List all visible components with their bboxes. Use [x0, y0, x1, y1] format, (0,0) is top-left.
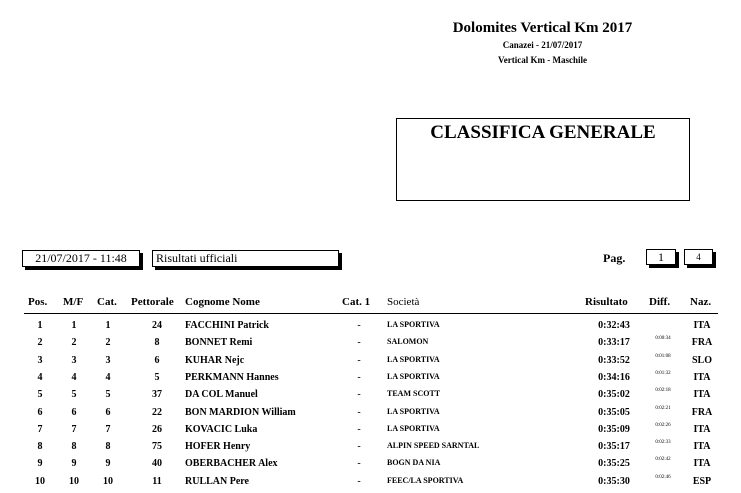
- row-position: 5: [37, 389, 43, 401]
- row-position: 9: [37, 458, 43, 470]
- row-bib: 8: [154, 337, 160, 349]
- row-bib: 75: [152, 441, 162, 453]
- row-cat1: -: [357, 389, 361, 401]
- row-mf-rank: 5: [71, 389, 77, 401]
- datetime-box: 21/07/2017 - 11:48: [22, 250, 140, 267]
- row-nation: ITA: [693, 441, 711, 453]
- col-bib: Pettorale: [131, 296, 174, 308]
- row-result: 0:33:52: [598, 354, 630, 366]
- col-mf: M/F: [63, 296, 84, 308]
- page-total: 4: [684, 249, 713, 265]
- col-pos: Pos.: [28, 296, 48, 308]
- row-position: 2: [37, 337, 43, 349]
- row-cat1: -: [357, 371, 361, 383]
- row-mf-rank: 4: [71, 371, 77, 383]
- row-bib: 24: [152, 320, 162, 331]
- row-club: BOGN DA NIA: [387, 458, 441, 468]
- row-category-rank: 1: [105, 320, 111, 331]
- row-mf-rank: 9: [71, 458, 77, 470]
- row-club: LA SPORTIVA: [387, 406, 440, 416]
- row-club: ALPIN SPEED SARNTAL: [387, 441, 480, 451]
- row-mf-rank: 10: [69, 475, 79, 487]
- row-mf-rank: 7: [71, 423, 77, 435]
- row-mf-rank: 6: [71, 406, 77, 418]
- row-cat1: -: [357, 354, 361, 366]
- col-name: Cognome Nome: [185, 296, 260, 308]
- row-bib: 40: [152, 458, 162, 470]
- row-athlete-name: PERKMANN Hannes: [185, 371, 279, 383]
- row-cat1: -: [357, 337, 361, 349]
- table-row: [0, 424, 741, 441]
- row-diff: 0:02:26: [655, 422, 671, 428]
- row-nation: ITA: [693, 423, 711, 435]
- row-diff: 0:02:33: [655, 440, 671, 446]
- row-result: 0:35:09: [598, 423, 630, 435]
- row-position: 3: [37, 354, 43, 366]
- row-diff: 0:02:18: [655, 388, 671, 394]
- table-row: [0, 372, 741, 389]
- row-club: SALOMON: [387, 337, 429, 347]
- page-label: Pag.: [603, 251, 626, 265]
- row-result: 0:34:16: [598, 371, 630, 383]
- row-cat1: -: [357, 406, 361, 418]
- event-title: Dolomites Vertical Km 2017: [452, 20, 633, 36]
- row-mf-rank: 1: [71, 320, 77, 331]
- row-athlete-name: HOFER Henry: [185, 441, 251, 453]
- row-nation: ITA: [693, 389, 711, 401]
- col-diff: Diff.: [649, 296, 671, 308]
- table-row: [0, 337, 741, 354]
- event-place-date: Canazei - 21/07/2017: [502, 40, 583, 50]
- row-diff: 0:02:21: [655, 405, 671, 411]
- row-category-rank: 4: [105, 371, 111, 383]
- row-result: 0:32:43: [598, 320, 630, 331]
- col-club: Società: [387, 296, 420, 308]
- row-club: LA SPORTIVA: [387, 371, 440, 381]
- row-athlete-name: BONNET Remi: [185, 337, 253, 349]
- row-result: 0:35:05: [598, 406, 630, 418]
- table-row: [0, 389, 741, 406]
- status-box: Risultati ufficiali: [152, 250, 339, 267]
- row-nation: ITA: [693, 320, 711, 331]
- row-category-rank: 3: [105, 354, 111, 366]
- row-athlete-name: RULLAN Pere: [185, 475, 249, 487]
- row-athlete-name: DA COL Manuel: [185, 389, 258, 401]
- row-athlete-name: FACCHINI Patrick: [185, 320, 269, 331]
- row-bib: 5: [154, 371, 160, 383]
- row-athlete-name: KOVACIC Luka: [185, 423, 258, 435]
- row-category-rank: 7: [105, 423, 111, 435]
- row-nation: FRA: [691, 337, 713, 349]
- row-bib: 11: [152, 475, 162, 487]
- row-club: LA SPORTIVA: [387, 320, 440, 329]
- table-row: [0, 407, 741, 424]
- row-nation: FRA: [691, 406, 713, 418]
- row-nation: SLO: [691, 354, 712, 366]
- row-cat1: -: [357, 441, 361, 453]
- race-category: Vertical Km - Maschile: [498, 55, 587, 65]
- page-number: 1: [646, 249, 676, 265]
- row-position: 8: [37, 441, 43, 453]
- row-result: 0:35:02: [598, 389, 630, 401]
- row-nation: ITA: [693, 458, 711, 470]
- row-diff: 0:00:34: [655, 336, 671, 342]
- row-athlete-name: OBERBACHER Alex: [185, 458, 278, 470]
- classification-title: CLASSIFICA GENERALE: [430, 122, 656, 143]
- row-club: LA SPORTIVA: [387, 423, 440, 433]
- row-category-rank: 2: [105, 337, 111, 349]
- row-result: 0:35:30: [598, 475, 630, 487]
- col-result: Risultato: [585, 296, 628, 308]
- row-cat1: -: [357, 475, 361, 487]
- row-position: 7: [37, 423, 43, 435]
- row-nation: ITA: [693, 371, 711, 383]
- row-cat1: -: [357, 320, 361, 331]
- row-category-rank: 5: [105, 389, 111, 401]
- row-cat1: -: [357, 423, 361, 435]
- row-mf-rank: 2: [71, 337, 77, 349]
- row-nation: ESP: [692, 475, 712, 487]
- row-mf-rank: 3: [71, 354, 77, 366]
- row-bib: 26: [152, 423, 162, 435]
- col-nation: Naz.: [690, 296, 712, 308]
- row-position: 6: [37, 406, 43, 418]
- table-row: [0, 476, 741, 493]
- row-result: 0:35:17: [598, 441, 630, 453]
- row-category-rank: 6: [105, 406, 111, 418]
- row-position: 4: [37, 371, 43, 383]
- row-position: 10: [35, 475, 45, 487]
- table-row: [0, 355, 741, 372]
- row-athlete-name: BON MARDION William: [185, 406, 296, 418]
- row-bib: 37: [152, 389, 162, 401]
- row-diff: 0:02:42: [655, 457, 671, 463]
- row-club: FEEC/LA SPORTIVA: [387, 475, 464, 485]
- row-club: LA SPORTIVA: [387, 354, 440, 364]
- row-athlete-name: KUHAR Nejc: [185, 354, 245, 366]
- row-category-rank: 9: [105, 458, 111, 470]
- row-diff: 0:02:46: [655, 474, 671, 480]
- row-category-rank: 10: [103, 475, 113, 487]
- row-bib: 22: [152, 406, 162, 418]
- row-diff: 0:01:32: [655, 370, 671, 376]
- table-row: [0, 441, 741, 458]
- classification-box: [396, 118, 690, 201]
- col-cat1: Cat. 1: [342, 296, 371, 308]
- row-result: 0:33:17: [598, 337, 630, 349]
- header-divider: [24, 313, 718, 314]
- row-mf-rank: 8: [71, 441, 77, 453]
- row-category-rank: 8: [105, 441, 111, 453]
- row-cat1: -: [357, 458, 361, 470]
- table-row: [0, 320, 741, 337]
- row-club: TEAM SCOTT: [387, 389, 441, 399]
- row-result: 0:35:25: [598, 458, 630, 470]
- row-position: 1: [37, 320, 43, 331]
- row-diff: 0:01:08: [655, 353, 671, 359]
- col-cat: Cat.: [97, 296, 117, 308]
- table-row: [0, 458, 741, 475]
- row-bib: 6: [154, 354, 160, 366]
